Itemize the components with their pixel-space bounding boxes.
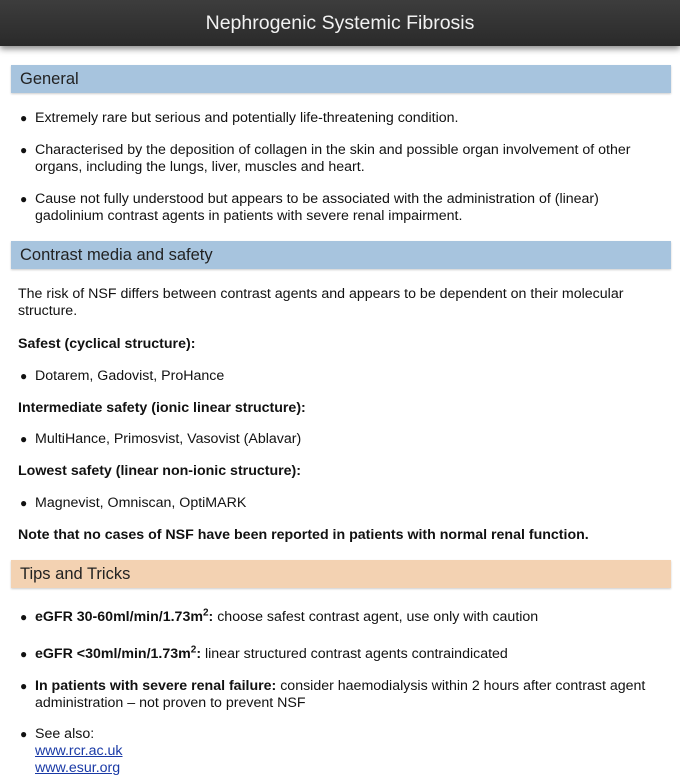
bullet-icon: ● (20, 679, 28, 693)
bullet-icon: ● (20, 496, 28, 510)
see-also (35, 726, 655, 777)
intermediate-heading: Intermediate safety (ionic linear structure): (18, 400, 306, 416)
lowest-agents: Magnevist, Omniscan, OptiMARK (35, 495, 247, 511)
lowest-heading: Lowest safety (linear non-ionic structure): (18, 463, 302, 479)
tip-renal-failure: In patients with severe renal failure: consider haemodialysis within 2 hours after contrast agent administration – not proven to prevent NSF (35, 678, 646, 711)
section-heading: General (20, 69, 79, 88)
section-header-general (11, 65, 671, 93)
bullet-icon: ● (20, 727, 28, 741)
section-heading: Contrast media and safety (20, 245, 213, 264)
bullet-icon: ● (20, 192, 28, 206)
general-bullet-2: Characterised by the deposition of collagen in the skin and possible organ involvement of other organs, including the lungs, liver, muscles and heart. (35, 142, 631, 175)
intermediate-agents: MultiHance, Primosvist, Vasovist (Ablavar) (35, 431, 302, 447)
bullet-icon: ● (20, 647, 28, 661)
bullet-icon: ● (20, 432, 28, 446)
section-header-contrast (11, 241, 671, 269)
section-heading: Tips and Tricks (20, 564, 131, 583)
tip-egfr-30-60: eGFR $30-60ml/\min/1.73m^2$: choose safest contrast agent, use only with caution (35, 607, 539, 625)
bullet-icon: ● (20, 610, 28, 624)
title-bar (0, 0, 680, 46)
section-header-tips (11, 560, 671, 588)
general-bullet-1: Extremely rare but serious and potentially life-threatening condition. (35, 110, 459, 126)
see-also-label: See also: (35, 726, 95, 742)
page-title: Nephrogenic Systemic Fibrosis (205, 11, 475, 34)
safest-agents: Dotarem, Gadovist, ProHance (35, 368, 225, 384)
safest-heading: Safest (cyclical structure): (18, 336, 196, 352)
tip-egfr-under-30: eGFR $<30ml/\min/1.73m^2$: linear structured contrast agents contraindicated (35, 644, 508, 662)
link-rcr[interactable]: www.rcr.ac.uk (35, 743, 123, 759)
general-bullet-3: Cause not fully understood but appears to be associated with the administration of (linear) gadolinium contrast agents in patients with severe renal impairment. (35, 191, 599, 224)
contrast-intro: The risk of NSF differs between contrast agents and appears to be dependent on their molecular structure. (18, 286, 624, 319)
renal-note: Note that no cases of NSF have been reported in patients with normal renal function. (18, 527, 589, 543)
bullet-icon: ● (20, 111, 28, 125)
bullet-icon: ● (20, 143, 28, 157)
link-esur[interactable]: www.esur.org (35, 760, 121, 776)
bullet-icon: ● (20, 369, 28, 383)
